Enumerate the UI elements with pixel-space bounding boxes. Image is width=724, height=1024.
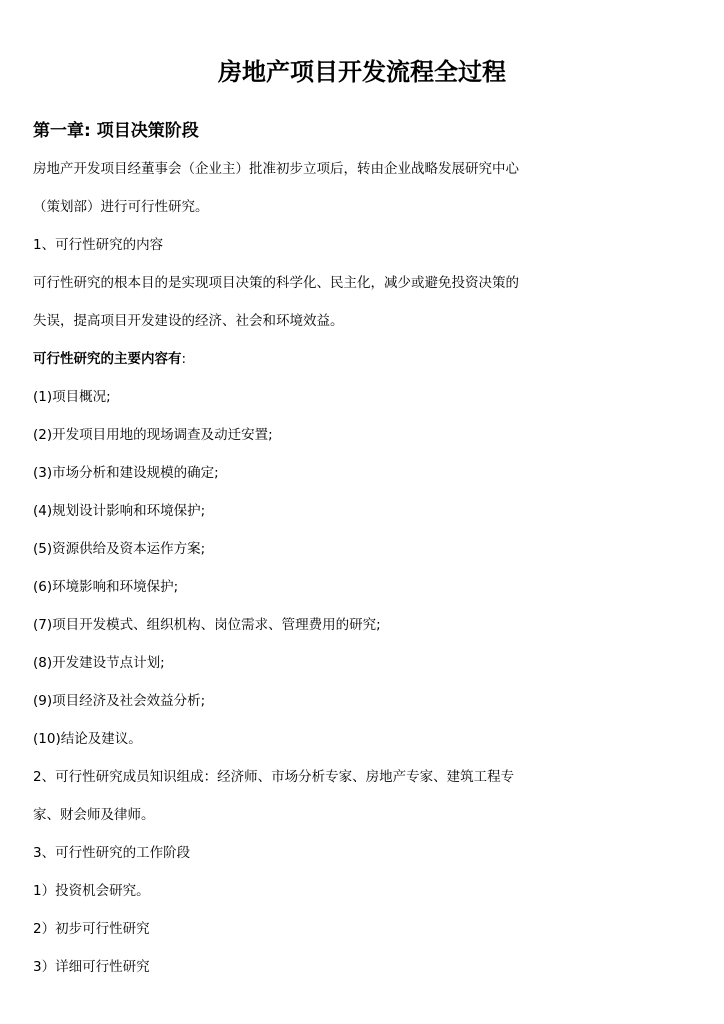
section-2-line-2: 家、财会师及律师。: [33, 807, 155, 823]
stage-item: 2）初步可行性研究: [33, 921, 150, 937]
section-1-heading: 1、可行性研究的内容: [33, 237, 164, 253]
list-item: (9)项目经济及社会效益分析;: [33, 693, 206, 709]
stage-item: 1）投资机会研究。: [33, 883, 150, 899]
document-title: 房地产项目开发流程全过程: [218, 58, 506, 86]
list-item: (1)项目概况;: [33, 389, 111, 405]
purpose-line-1: 可行性研究的根本目的是实现项目决策的科学化、民主化，减少或避免投资决策的: [33, 275, 519, 291]
list-item: (4)规划设计影响和环境保护;: [33, 503, 206, 519]
main-contents-colon: :: [181, 351, 187, 367]
stage-item: 3）详细可行性研究: [33, 959, 150, 975]
list-item: (7)项目开发模式、组织机构、岗位需求、管理费用的研究;: [33, 617, 381, 633]
section-2-line-1: 2、可行性研究成员知识组成：经济师、市场分析专家、房地产专家、建筑工程专: [33, 769, 515, 785]
list-item: (8)开发建设节点计划;: [33, 655, 165, 671]
main-contents-label: 可行性研究的主要内容有: [33, 351, 182, 367]
list-item: (2)开发项目用地的现场调查及动迁安置;: [33, 427, 273, 443]
list-item: (5)资源供给及资本运作方案;: [33, 541, 206, 557]
intro-line-1: 房地产开发项目经董事会（企业主）批准初步立项后，转由企业战略发展研究中心: [33, 161, 519, 177]
list-item: (6)环境影响和环境保护;: [33, 579, 179, 595]
list-item: (3)市场分析和建设规模的确定;: [33, 465, 219, 481]
chapter-heading: 第一章: 项目决策阶段: [33, 121, 199, 141]
section-3-heading: 3、可行性研究的工作阶段: [33, 845, 191, 861]
purpose-line-2: 失误，提高项目开发建设的经济、社会和环境效益。: [33, 313, 344, 329]
list-item: (10)结论及建议。: [33, 731, 142, 747]
intro-line-2: （策划部）进行可行性研究。: [33, 199, 209, 215]
main-contents-heading: [33, 349, 186, 369]
